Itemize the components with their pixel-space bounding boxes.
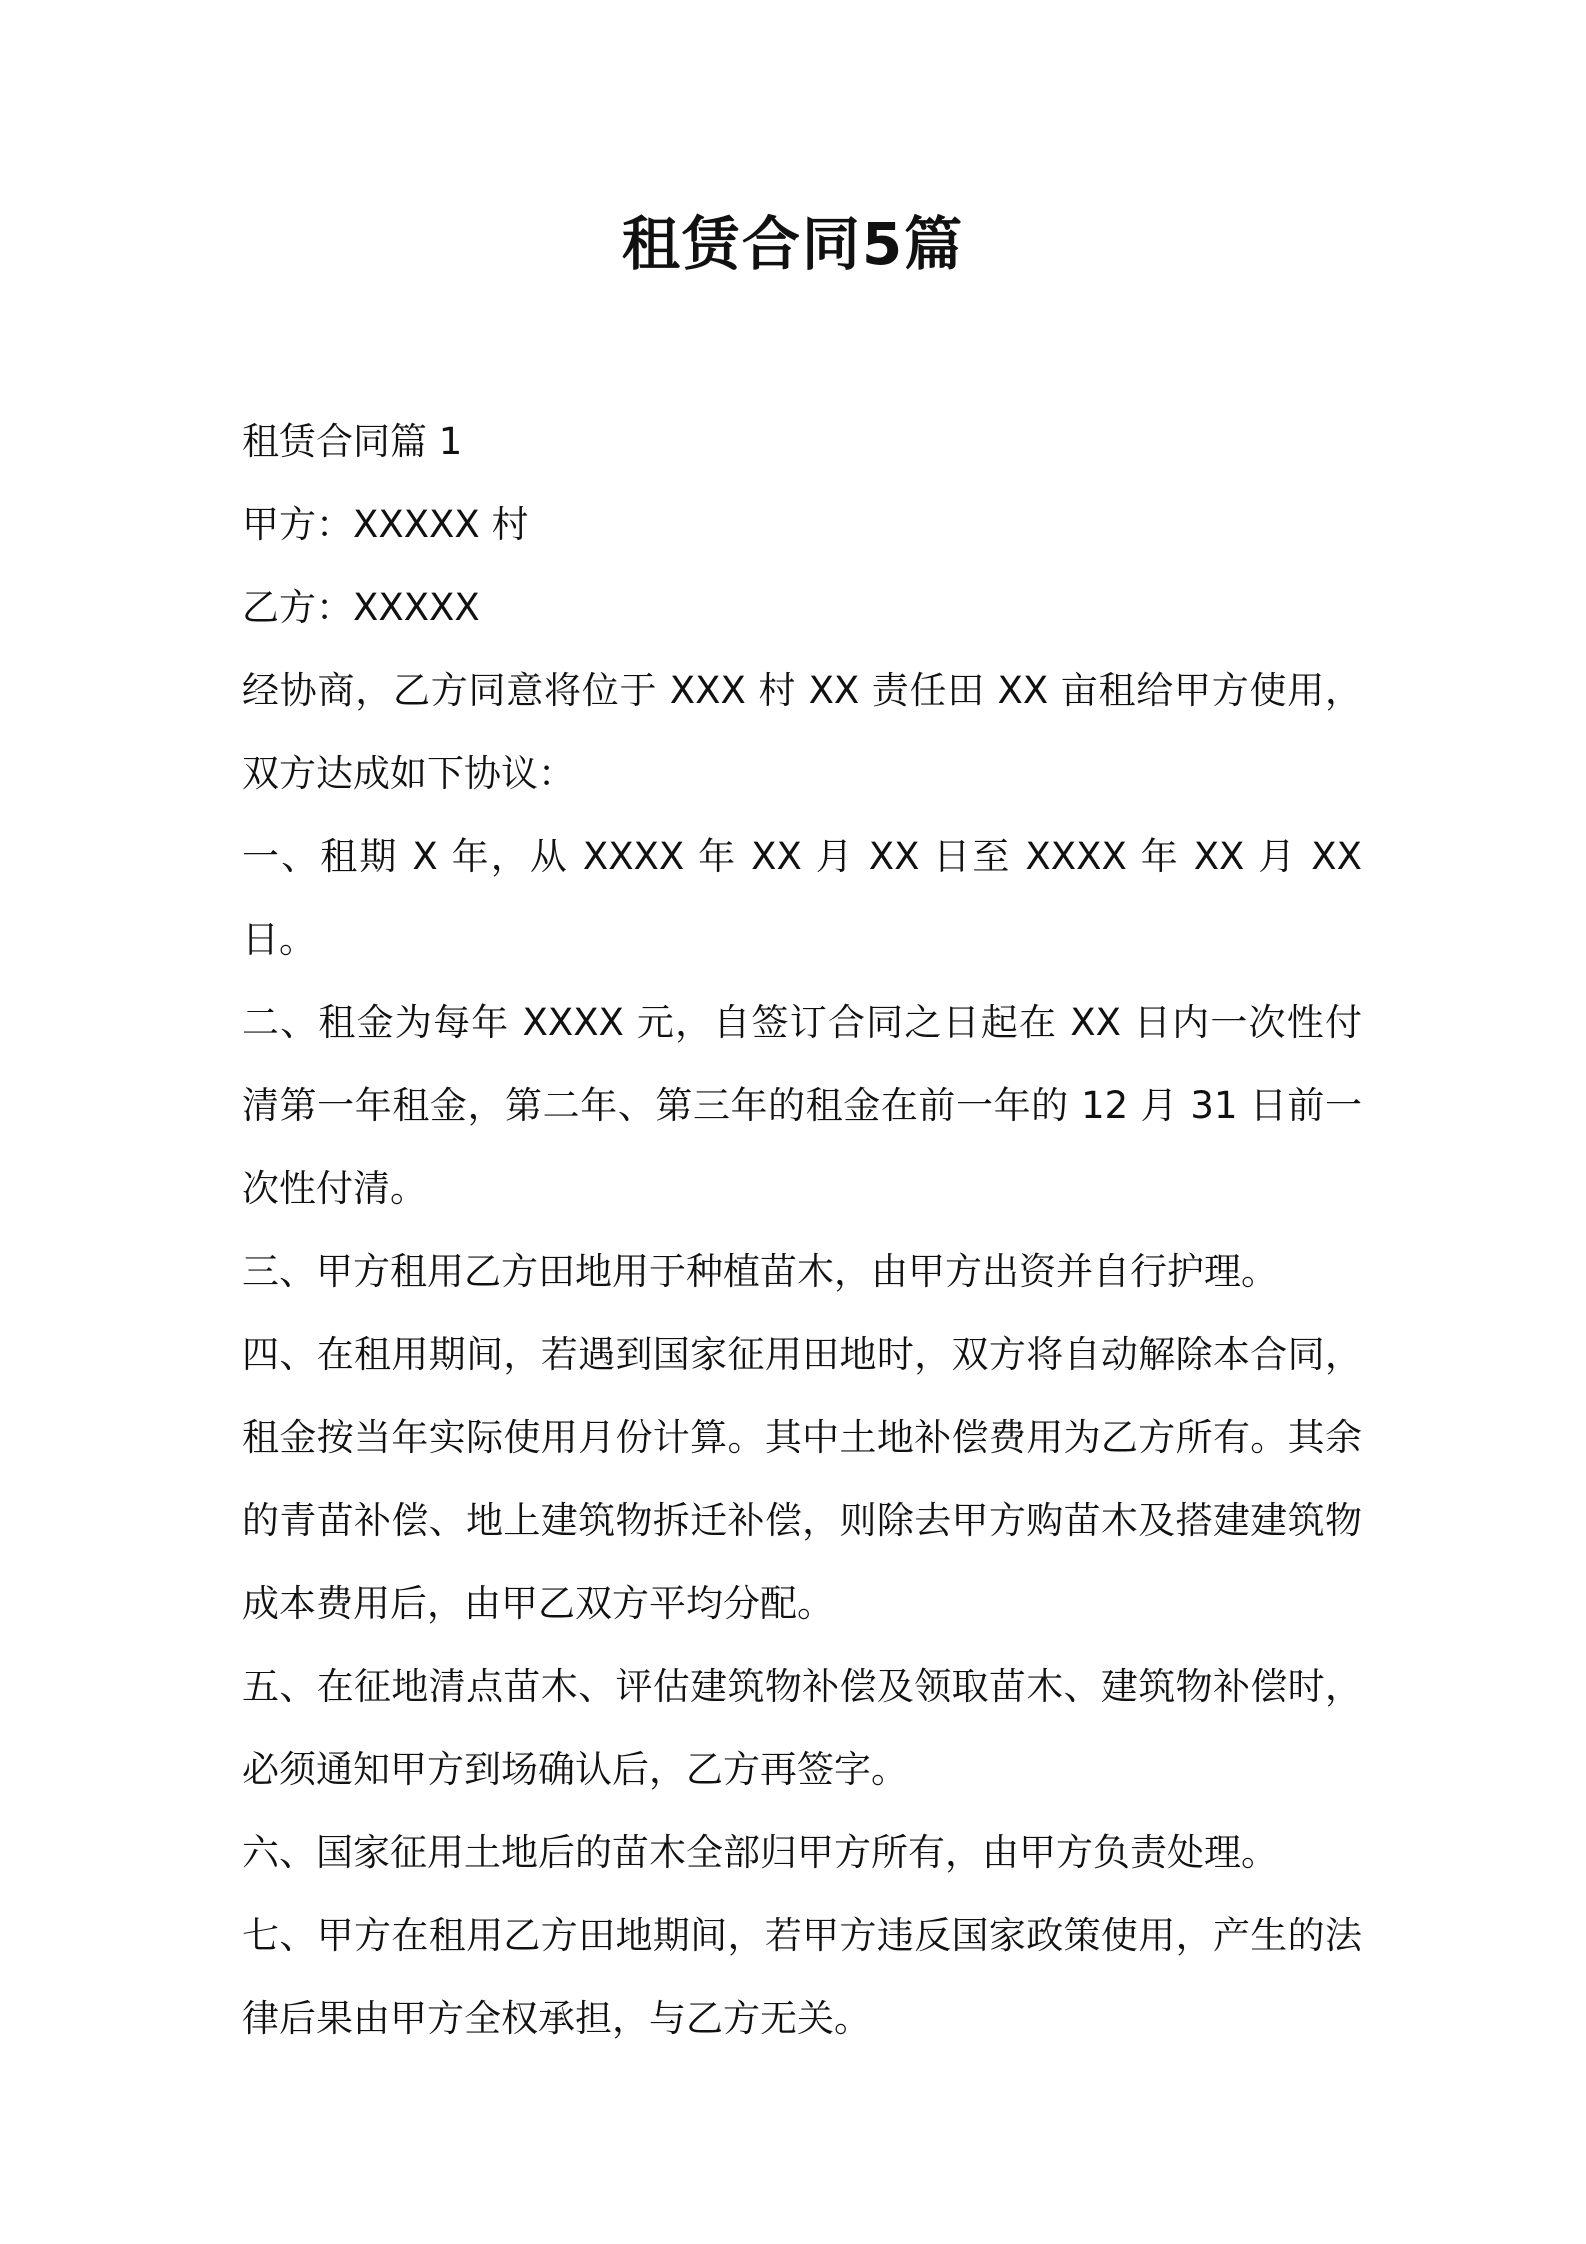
clause-1: 一、租期 X 年，从 XXXX 年 XX 月 XX 日至 XXXX 年 XX 月 XX 日。 — [242, 835, 1362, 961]
clause-4: 四、在租用期间，若遇到国家征用田地时，双方将自动解除本合同，租金按当年实际使用月份计算。其中土地补偿费用为乙方所有。其余的青苗补偿、地上建筑物拆迁补偿，则除去甲方购苗木及搭建建筑物成本费用后，由甲乙双方平均分配。 — [242, 1333, 1362, 1625]
document-title: 租赁合同5篇 — [621, 210, 965, 278]
party-b-line: 乙方：XXXXX — [242, 586, 480, 629]
paragraph-intro: 经协商，乙方同意将位于 XXX 村 XX 责任田 XX 亩租给甲方使用，双方达成如下协议： — [242, 669, 1362, 795]
clause-2: 二、租金为每年 XXXX 元，自签订合同之日起在 XX 日内一次性付清第一年租金，第二年、第三年的租金在前一年的 12 月 31 日前一次性付清。 — [242, 1001, 1362, 1210]
clause-6: 六、国家征用土地后的苗木全部归甲方所有，由甲方负责处理。 — [242, 1831, 1278, 1874]
clause-7: 七、甲方在租用乙方田地期间，若甲方违反国家政策使用，产生的法律后果由甲方全权承担，与乙方无关。 — [242, 1914, 1362, 2040]
clause-3: 三、甲方租用乙方田地用于种植苗木，由甲方出资并自行护理。 — [242, 1250, 1278, 1293]
clause-5: 五、在征地清点苗木、评估建筑物补偿及领取苗木、建筑物补偿时，必须通知甲方到场确认后，乙方再签字。 — [242, 1665, 1362, 1791]
party-a-line: 甲方：XXXXX 村 — [242, 503, 529, 546]
document-body — [242, 400, 1362, 2060]
section-heading: 租赁合同篇 1 — [242, 420, 463, 463]
